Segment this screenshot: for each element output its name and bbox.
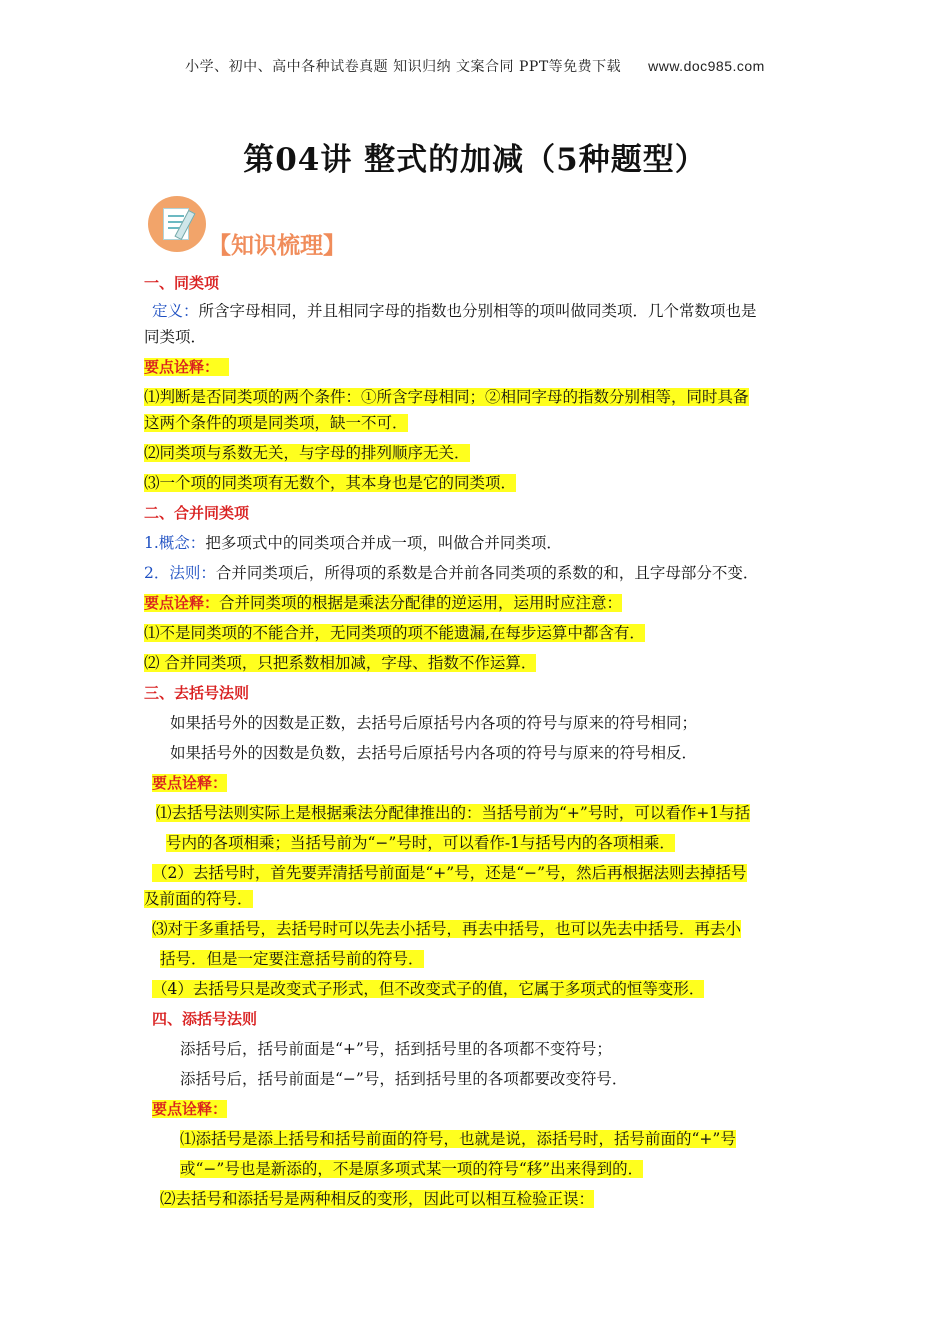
page-header bbox=[0, 56, 950, 76]
concept: 1.概念：把多项式中的同类项合并成一项，叫做合并同类项． bbox=[144, 534, 562, 552]
key-points-label: 要点诠释： bbox=[152, 1100, 228, 1118]
document-body bbox=[144, 268, 808, 1214]
section-heading: 三、去括号法则 bbox=[144, 684, 250, 702]
key-point-cont: 括号．但是一定要注意括号前的符号． bbox=[160, 950, 424, 968]
key-point-cont: 及前面的符号． bbox=[144, 890, 253, 908]
rule: 如果括号外的因数是正数，去括号后原括号内各项的符号与原来的符号相同； bbox=[170, 714, 698, 732]
key-points-label: 要点诠释：合并同类项的根据是乘法分配律的逆运用，运用时应注意： bbox=[144, 594, 623, 612]
rule: 添括号后，括号前面是“+”号，括到括号里的各项都不变符号； bbox=[180, 1040, 612, 1058]
key-points-label: 要点诠释： bbox=[152, 774, 228, 792]
page-title: 第04讲 整式的加减（5种题型） bbox=[243, 142, 707, 178]
header-url[interactable]: www.doc985.com bbox=[648, 58, 765, 74]
key-point: （2）去括号时，首先要弄清括号前面是“+”号，还是“−”号，然后再根据法则去掉括号 bbox=[152, 864, 747, 882]
key-point-cont: 或“−”号也是新添的，不是原多项式某一项的符号“移”出来得到的． bbox=[180, 1160, 644, 1178]
key-point-cont: 这两个条件的项是同类项，缺一不可． bbox=[144, 414, 408, 432]
section-heading: 二、合并同类项 bbox=[144, 504, 250, 522]
key-point: ⑴不是同类项的不能合并，无同类项的项不能遗漏,在每步运算中都含有． bbox=[144, 624, 645, 642]
definition-text: 所含字母相同，并且相同字母的指数也分别相等的项叫做同类项．几个常数项也是 bbox=[198, 302, 757, 320]
key-point: ⑴判断是否同类项的两个条件：①所含字母相同；②相同字母的指数分别相等，同时具备 bbox=[144, 388, 749, 406]
definition-label: 定义： bbox=[152, 302, 199, 320]
notebook-icon bbox=[148, 196, 206, 252]
key-points-label: 要点诠释： bbox=[144, 352, 808, 382]
definition-cont: 同类项． bbox=[144, 328, 207, 346]
key-point: ⑶一个项的同类项有无数个，其本身也是它的同类项． bbox=[144, 474, 517, 492]
key-point: （4）去括号只是改变式子形式，但不改变式子的值，它属于多项式的恒等变形． bbox=[152, 980, 705, 998]
key-point: ⑵去括号和添括号是两种相反的变形，因此可以相互检验正误： bbox=[160, 1190, 595, 1208]
key-point: ⑵同类项与系数无关，与字母的排列顺序无关． bbox=[144, 444, 470, 462]
header-text: 小学、初中、高中各种试卷真题 知识归纳 文案合同 PPT等免费下载 bbox=[185, 59, 622, 75]
section-heading: 四、添括号法则 bbox=[152, 1010, 258, 1028]
section-heading: 一、同类项 bbox=[144, 274, 220, 292]
key-point: ⑵ 合并同类项，只把系数相加减，字母、指数不作运算． bbox=[144, 654, 537, 672]
rule: 如果括号外的因数是负数，去括号后原括号内各项的符号与原来的符号相反． bbox=[170, 744, 698, 762]
key-point: ⑴添括号是添上括号和括号前面的符号，也就是说，添括号时，括号前面的“+”号 bbox=[180, 1130, 736, 1148]
key-point: ⑴去括号法则实际上是根据乘法分配律推出的：当括号前为“+”号时，可以看作+1与括 bbox=[156, 804, 751, 822]
key-point: ⑶对于多重括号，去括号时可以先去小括号，再去中括号，也可以先去中括号．再去小 bbox=[152, 920, 742, 938]
rule: 2．法则：合并同类项后，所得项的系数是合并前各同类项的系数的和，且字母部分不变． bbox=[144, 564, 759, 582]
rule: 添括号后，括号前面是“−”号，括到括号里的各项都要改变符号． bbox=[180, 1070, 628, 1088]
definition bbox=[144, 298, 808, 326]
section-banner: 【知识梳理】 bbox=[208, 232, 346, 259]
key-point-cont: 号内的各项相乘；当括号前为“−”号时，可以看作-1与括号内的各项相乘． bbox=[166, 834, 675, 852]
